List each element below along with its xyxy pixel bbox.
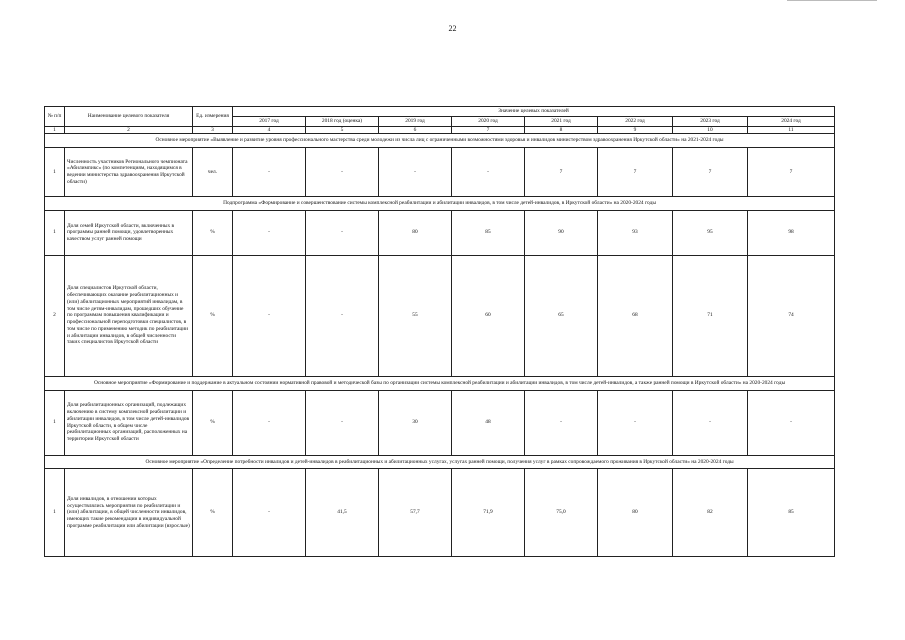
header-year: 2018 год (оценка) <box>306 116 379 126</box>
index-cell: 4 <box>233 126 306 134</box>
table-row <box>45 148 835 197</box>
header-year: 2023 год <box>673 116 748 126</box>
section-title: Подпрограмма «Формирование и совершенствование системы комплексной реабилитации и абилитации инвалидов, в том числе детей-инвалидов, в Иркутской области» на 2020-2024 годы <box>45 197 835 211</box>
value-cell: 93 <box>598 210 673 255</box>
value-cell: 57,7 <box>379 469 452 557</box>
value-cell: 7 <box>598 148 673 197</box>
section-title: Основное мероприятие «Определение потребности инвалидов и детей-инвалидов в реабилитационных и абилитационных услугах, услугах ранней помощи, получения услуг в рамках сопровождаемого проживания в Иркутской области» на 2020-2024 годы <box>45 455 835 469</box>
index-cell: 9 <box>598 126 673 134</box>
header-year: 2017 год <box>233 116 306 126</box>
index-cell: 8 <box>525 126 598 134</box>
value-cell: - <box>233 469 306 557</box>
value-cell: - <box>233 255 306 376</box>
value-cell: 85 <box>452 210 525 255</box>
index-cell: 10 <box>673 126 748 134</box>
header-name: Наименование целевого показателя <box>65 107 193 127</box>
indicator-name: Доля специалистов Иркутской области, обеспечивающих оказание реабилитационных и (или) абилитационных мероприятий инвалидам, в том числе детям-инвалидам, прошедших обучение по программам повышения квалификации и профессиональной переподготовки специалистов, в том числе по применению методик по реабилитации и абилитации инвалидов, в общей численности таких специалистов Иркутской области <box>65 255 193 376</box>
index-cell: 3 <box>193 126 233 134</box>
value-cell: 85 <box>748 469 835 557</box>
header-year: 2022 год <box>598 116 673 126</box>
value-cell: 80 <box>598 469 673 557</box>
value-cell: 41,5 <box>306 469 379 557</box>
value-cell: - <box>525 390 598 455</box>
edge-mark <box>787 0 877 1</box>
indicators-table-wrapper <box>44 106 814 557</box>
value-cell: - <box>233 148 306 197</box>
value-cell: 30 <box>379 390 452 455</box>
header-values: Значение целевых показателей <box>233 107 835 117</box>
row-num: 1 <box>45 210 65 255</box>
header-year: 2020 год <box>452 116 525 126</box>
value-cell: 55 <box>379 255 452 376</box>
table-row <box>45 390 835 455</box>
indicator-name: Численность участников Регионального чемпионата «Абилимпикс» (по компетенциям, находящимся в ведении министерства здравоохранения Иркутской области) <box>65 148 193 197</box>
indicator-unit: чел. <box>193 148 233 197</box>
value-cell: - <box>748 390 835 455</box>
index-cell: 1 <box>45 126 65 134</box>
value-cell: 60 <box>452 255 525 376</box>
row-num: 2 <box>45 255 65 376</box>
header-year: 2024 год <box>748 116 835 126</box>
table-row <box>45 469 835 557</box>
table-row <box>45 210 835 255</box>
index-cell: 6 <box>379 126 452 134</box>
indicator-unit: % <box>193 255 233 376</box>
indicators-table <box>44 106 835 557</box>
header-year: 2021 год <box>525 116 598 126</box>
value-cell: - <box>306 255 379 376</box>
table-row <box>45 255 835 376</box>
index-cell: 2 <box>65 126 193 134</box>
row-num: 1 <box>45 469 65 557</box>
index-cell: 5 <box>306 126 379 134</box>
page-number: 22 <box>448 24 457 33</box>
value-cell: - <box>306 390 379 455</box>
value-cell: 71,9 <box>452 469 525 557</box>
value-cell: 68 <box>598 255 673 376</box>
section-title: Основное мероприятие «Формирование и поддержание в актуальном состоянии нормативной правовой и методической базы по организации системы комплексной реабилитации и абилитации инвалидов, в том числе детей-инвалидов, а также ранней помощи в Иркутской области» на 2020-2024 годы <box>45 376 835 390</box>
value-cell: - <box>233 390 306 455</box>
indicator-unit: % <box>193 210 233 255</box>
value-cell: - <box>673 390 748 455</box>
value-cell: 7 <box>673 148 748 197</box>
value-cell: 71 <box>673 255 748 376</box>
header-year: 2019 год <box>379 116 452 126</box>
indicator-name: Доля семей Иркутской области, включенных в программы ранней помощи, удовлетворенных качеством услуг ранней помощи <box>65 210 193 255</box>
value-cell: - <box>306 148 379 197</box>
section-title: Основное мероприятие «Выявление и развитие уровня профессионального мастерства среди молодежи из числа лиц с ограниченными возможностями здоровья и инвалидов министерством здравоохранения Иркутской области» на 2021-2024 годы <box>45 134 835 148</box>
header-num: № п/п <box>45 107 65 127</box>
value-cell: 7 <box>525 148 598 197</box>
indicator-unit: % <box>193 390 233 455</box>
index-cell: 7 <box>452 126 525 134</box>
header-unit: Ед. измерения <box>193 107 233 127</box>
value-cell: 74 <box>748 255 835 376</box>
indicator-name: Доля реабилитационных организаций, подлежащих включению в систему комплексной реабилитации и абилитации инвалидов, в том числе детей-инвалидов Иркутской области, в общем числе реабилитационных организаций, расположенных на территории Иркутской области <box>65 390 193 455</box>
value-cell: 75,0 <box>525 469 598 557</box>
value-cell: - <box>233 210 306 255</box>
index-cell: 11 <box>748 126 835 134</box>
value-cell: 95 <box>673 210 748 255</box>
value-cell: 48 <box>452 390 525 455</box>
row-num: 1 <box>45 148 65 197</box>
value-cell: - <box>379 148 452 197</box>
indicator-name: Доля инвалидов, в отношении которых осуществлялись мероприятия по реабилитации и (или) абилитации, в общей численности инвалидов, имеющих такие рекомендации в индивидуальной программе реабилитации или абилитации (взрослые) <box>65 469 193 557</box>
value-cell: 98 <box>748 210 835 255</box>
row-num: 1 <box>45 390 65 455</box>
value-cell: 65 <box>525 255 598 376</box>
value-cell: 82 <box>673 469 748 557</box>
value-cell: - <box>306 210 379 255</box>
value-cell: 7 <box>748 148 835 197</box>
value-cell: 80 <box>379 210 452 255</box>
value-cell: 90 <box>525 210 598 255</box>
value-cell: - <box>598 390 673 455</box>
value-cell: - <box>452 148 525 197</box>
indicator-unit: % <box>193 469 233 557</box>
